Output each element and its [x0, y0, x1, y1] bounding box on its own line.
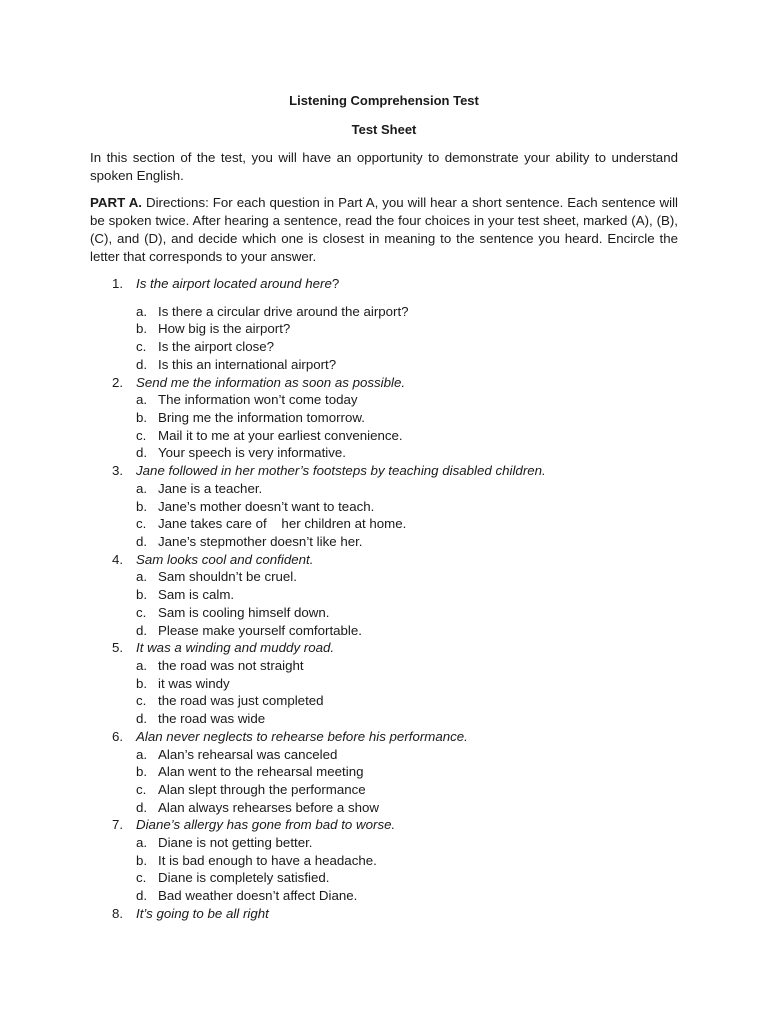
directions-text: Directions: For each question in Part A, you will hear a short sentence. Each sentence will be spoken twice. After hearing a sentence, read the four choices in your test sheet, marked (A), (B), (C), and (D), and decide which one is closest in meaning to the sentence you heard. Encircle the letter that corresponds to your answer.: [90, 195, 678, 264]
choice-text: the road was not straight: [158, 657, 304, 673]
question-text: Sam looks cool and confident.: [136, 551, 314, 567]
choice-item: [0, 834, 768, 852]
choice-text: it was windy: [158, 675, 230, 691]
choice-item: [0, 391, 768, 409]
choice-letter: b.: [136, 675, 148, 691]
choice-text: Is there a circular drive around the airport?: [158, 303, 409, 319]
choice-item: [0, 427, 768, 445]
choice-item: [0, 852, 768, 870]
question-text-wrapper: [136, 816, 395, 834]
choice-list: [0, 834, 768, 905]
question-item: [0, 728, 768, 817]
question-line: [0, 275, 768, 293]
choice-item: [0, 586, 768, 604]
part-label: PART A.: [90, 195, 142, 210]
choice-text: Please make yourself comfortable.: [158, 622, 362, 638]
choice-letter: d.: [136, 711, 148, 727]
choice-text: Alan’s rehearsal was canceled: [158, 746, 338, 762]
choice-text: The information won’t come today: [158, 392, 358, 408]
question-number: 8.: [112, 905, 124, 921]
question-list: [0, 275, 768, 923]
question-text-wrapper: [136, 728, 468, 746]
question-item: [0, 816, 768, 905]
choice-letter: d.: [136, 356, 148, 372]
choice-item: [0, 338, 768, 356]
choice-item: [0, 568, 768, 586]
choice-item: [0, 710, 768, 728]
choice-letter: a.: [136, 303, 148, 319]
choice-letter: a.: [136, 480, 148, 496]
choice-text: Sam is calm.: [158, 587, 235, 603]
choice-letter: a.: [136, 746, 148, 762]
intro-paragraph: In this section of the test, you will have an opportunity to demonstrate your ability to understand spoken English.: [90, 150, 678, 183]
choice-text: Alan went to the rehearsal meeting: [158, 764, 364, 780]
question-item: [0, 275, 768, 374]
choice-text: Your speech is very informative.: [158, 445, 346, 461]
question-text-wrapper: [136, 551, 313, 569]
question-line: [0, 551, 768, 569]
choice-item: [0, 604, 768, 622]
choice-item: [0, 515, 768, 533]
question-number: 1.: [112, 276, 124, 291]
choice-letter: c.: [136, 693, 147, 709]
choice-text: Jane’s stepmother doesn’t like her.: [158, 533, 363, 549]
question-line: [0, 728, 768, 746]
choice-text: Bring me the information tomorrow.: [158, 410, 365, 426]
question-number: 7.: [112, 817, 124, 833]
choice-item: [0, 303, 768, 321]
choice-list: [0, 391, 768, 462]
choice-item: [0, 887, 768, 905]
document-title: Listening Comprehension Test: [289, 93, 479, 108]
choice-item: [0, 622, 768, 640]
question-line: [0, 816, 768, 834]
choice-text: Mail it to me at your earliest convenience.: [158, 427, 403, 443]
choice-text: Alan slept through the performance: [158, 781, 366, 797]
choice-text: the road was wide: [158, 711, 266, 727]
question-text: Send me the information as soon as possible.: [136, 374, 406, 390]
question-number: 5.: [112, 640, 124, 656]
choice-letter: b.: [136, 498, 148, 514]
choice-text: Jane’s mother doesn’t want to teach.: [158, 498, 375, 514]
choice-text: the road was just completed: [158, 693, 324, 709]
choice-text: Sam is cooling himself down.: [158, 604, 330, 620]
question-text: Jane followed in her mother’s footsteps by teaching disabled children.: [136, 463, 546, 479]
choice-letter: c.: [136, 870, 147, 886]
choice-list: [0, 746, 768, 817]
question-text-wrapper: [136, 639, 334, 657]
question-item: [0, 551, 768, 640]
question-line: [0, 462, 768, 480]
choice-text: Diane is completely satisfied.: [158, 870, 330, 886]
choice-item: [0, 675, 768, 693]
choice-item: [0, 799, 768, 817]
choice-letter: a.: [136, 835, 148, 851]
question-mark: ?: [331, 276, 340, 291]
choice-text: Jane takes care of her children at home.: [158, 516, 407, 532]
choice-item: [0, 657, 768, 675]
choice-letter: d.: [136, 799, 148, 815]
choice-letter: c.: [136, 604, 147, 620]
choice-letter: b.: [136, 321, 148, 337]
choice-text: How big is the airport?: [158, 321, 291, 337]
choice-letter: b.: [136, 587, 148, 603]
document-subtitle: Test Sheet: [351, 122, 417, 137]
question-number: 2.: [112, 374, 124, 390]
choice-text: It is bad enough to have a headache.: [158, 852, 377, 868]
choice-list: [0, 568, 768, 639]
choice-item: [0, 498, 768, 516]
choice-item: [0, 409, 768, 427]
choice-list: [0, 303, 768, 374]
question-text-wrapper: [136, 462, 546, 480]
choice-item: [0, 533, 768, 551]
choice-list: [0, 657, 768, 728]
choice-item: [0, 781, 768, 799]
choice-letter: d.: [136, 445, 148, 461]
question-text: Diane’s allergy has gone from bad to worse.: [136, 817, 396, 833]
choice-letter: c.: [136, 516, 147, 532]
choice-item: [0, 444, 768, 462]
question-text-wrapper: [136, 905, 269, 923]
choice-letter: c.: [136, 427, 147, 443]
choice-letter: a.: [136, 569, 148, 585]
choice-letter: d.: [136, 888, 148, 904]
question-item: [0, 374, 768, 463]
question-line: [0, 639, 768, 657]
choice-text: Jane is a teacher.: [158, 480, 263, 496]
question-text-wrapper: [136, 374, 405, 392]
choice-letter: b.: [136, 764, 148, 780]
choice-letter: b.: [136, 410, 148, 426]
choice-text: Bad weather doesn’t affect Diane.: [158, 888, 358, 904]
choice-item: [0, 869, 768, 887]
question-item: [0, 905, 768, 923]
choice-letter: d.: [136, 622, 148, 638]
choice-item: [0, 480, 768, 498]
question-item: [0, 639, 768, 728]
question-number: 6.: [112, 728, 124, 744]
choice-item: [0, 692, 768, 710]
question-text: It’s going to be all right: [136, 905, 269, 921]
directions-paragraph: [90, 194, 678, 266]
choice-letter: b.: [136, 852, 148, 868]
question-number: 4.: [112, 551, 124, 567]
question-line: [0, 905, 768, 923]
choice-text: Diane is not getting better.: [158, 835, 313, 851]
question-spacer: [0, 293, 768, 303]
question-text: Is the airport located around here: [136, 276, 332, 291]
choice-text: Alan always rehearses before a show: [158, 799, 379, 815]
choice-letter: c.: [136, 781, 147, 797]
choice-list: [0, 480, 768, 551]
choice-text: Is this an international airport?: [158, 356, 337, 372]
choice-text: Sam shouldn’t be cruel.: [158, 569, 297, 585]
choice-letter: a.: [136, 657, 148, 673]
question-number: 3.: [112, 463, 124, 479]
choice-letter: a.: [136, 392, 148, 408]
choice-text: Is the airport close?: [158, 339, 275, 355]
choice-item: [0, 320, 768, 338]
choice-item: [0, 746, 768, 764]
question-text: It was a winding and muddy road.: [136, 640, 335, 656]
question-text: Alan never neglects to rehearse before his performance.: [136, 728, 468, 744]
question-line: [0, 374, 768, 392]
choice-letter: c.: [136, 339, 147, 355]
choice-item: [0, 763, 768, 781]
choice-letter: d.: [136, 533, 148, 549]
question-text-wrapper: [136, 275, 339, 293]
question-item: [0, 462, 768, 551]
choice-item: [0, 356, 768, 374]
